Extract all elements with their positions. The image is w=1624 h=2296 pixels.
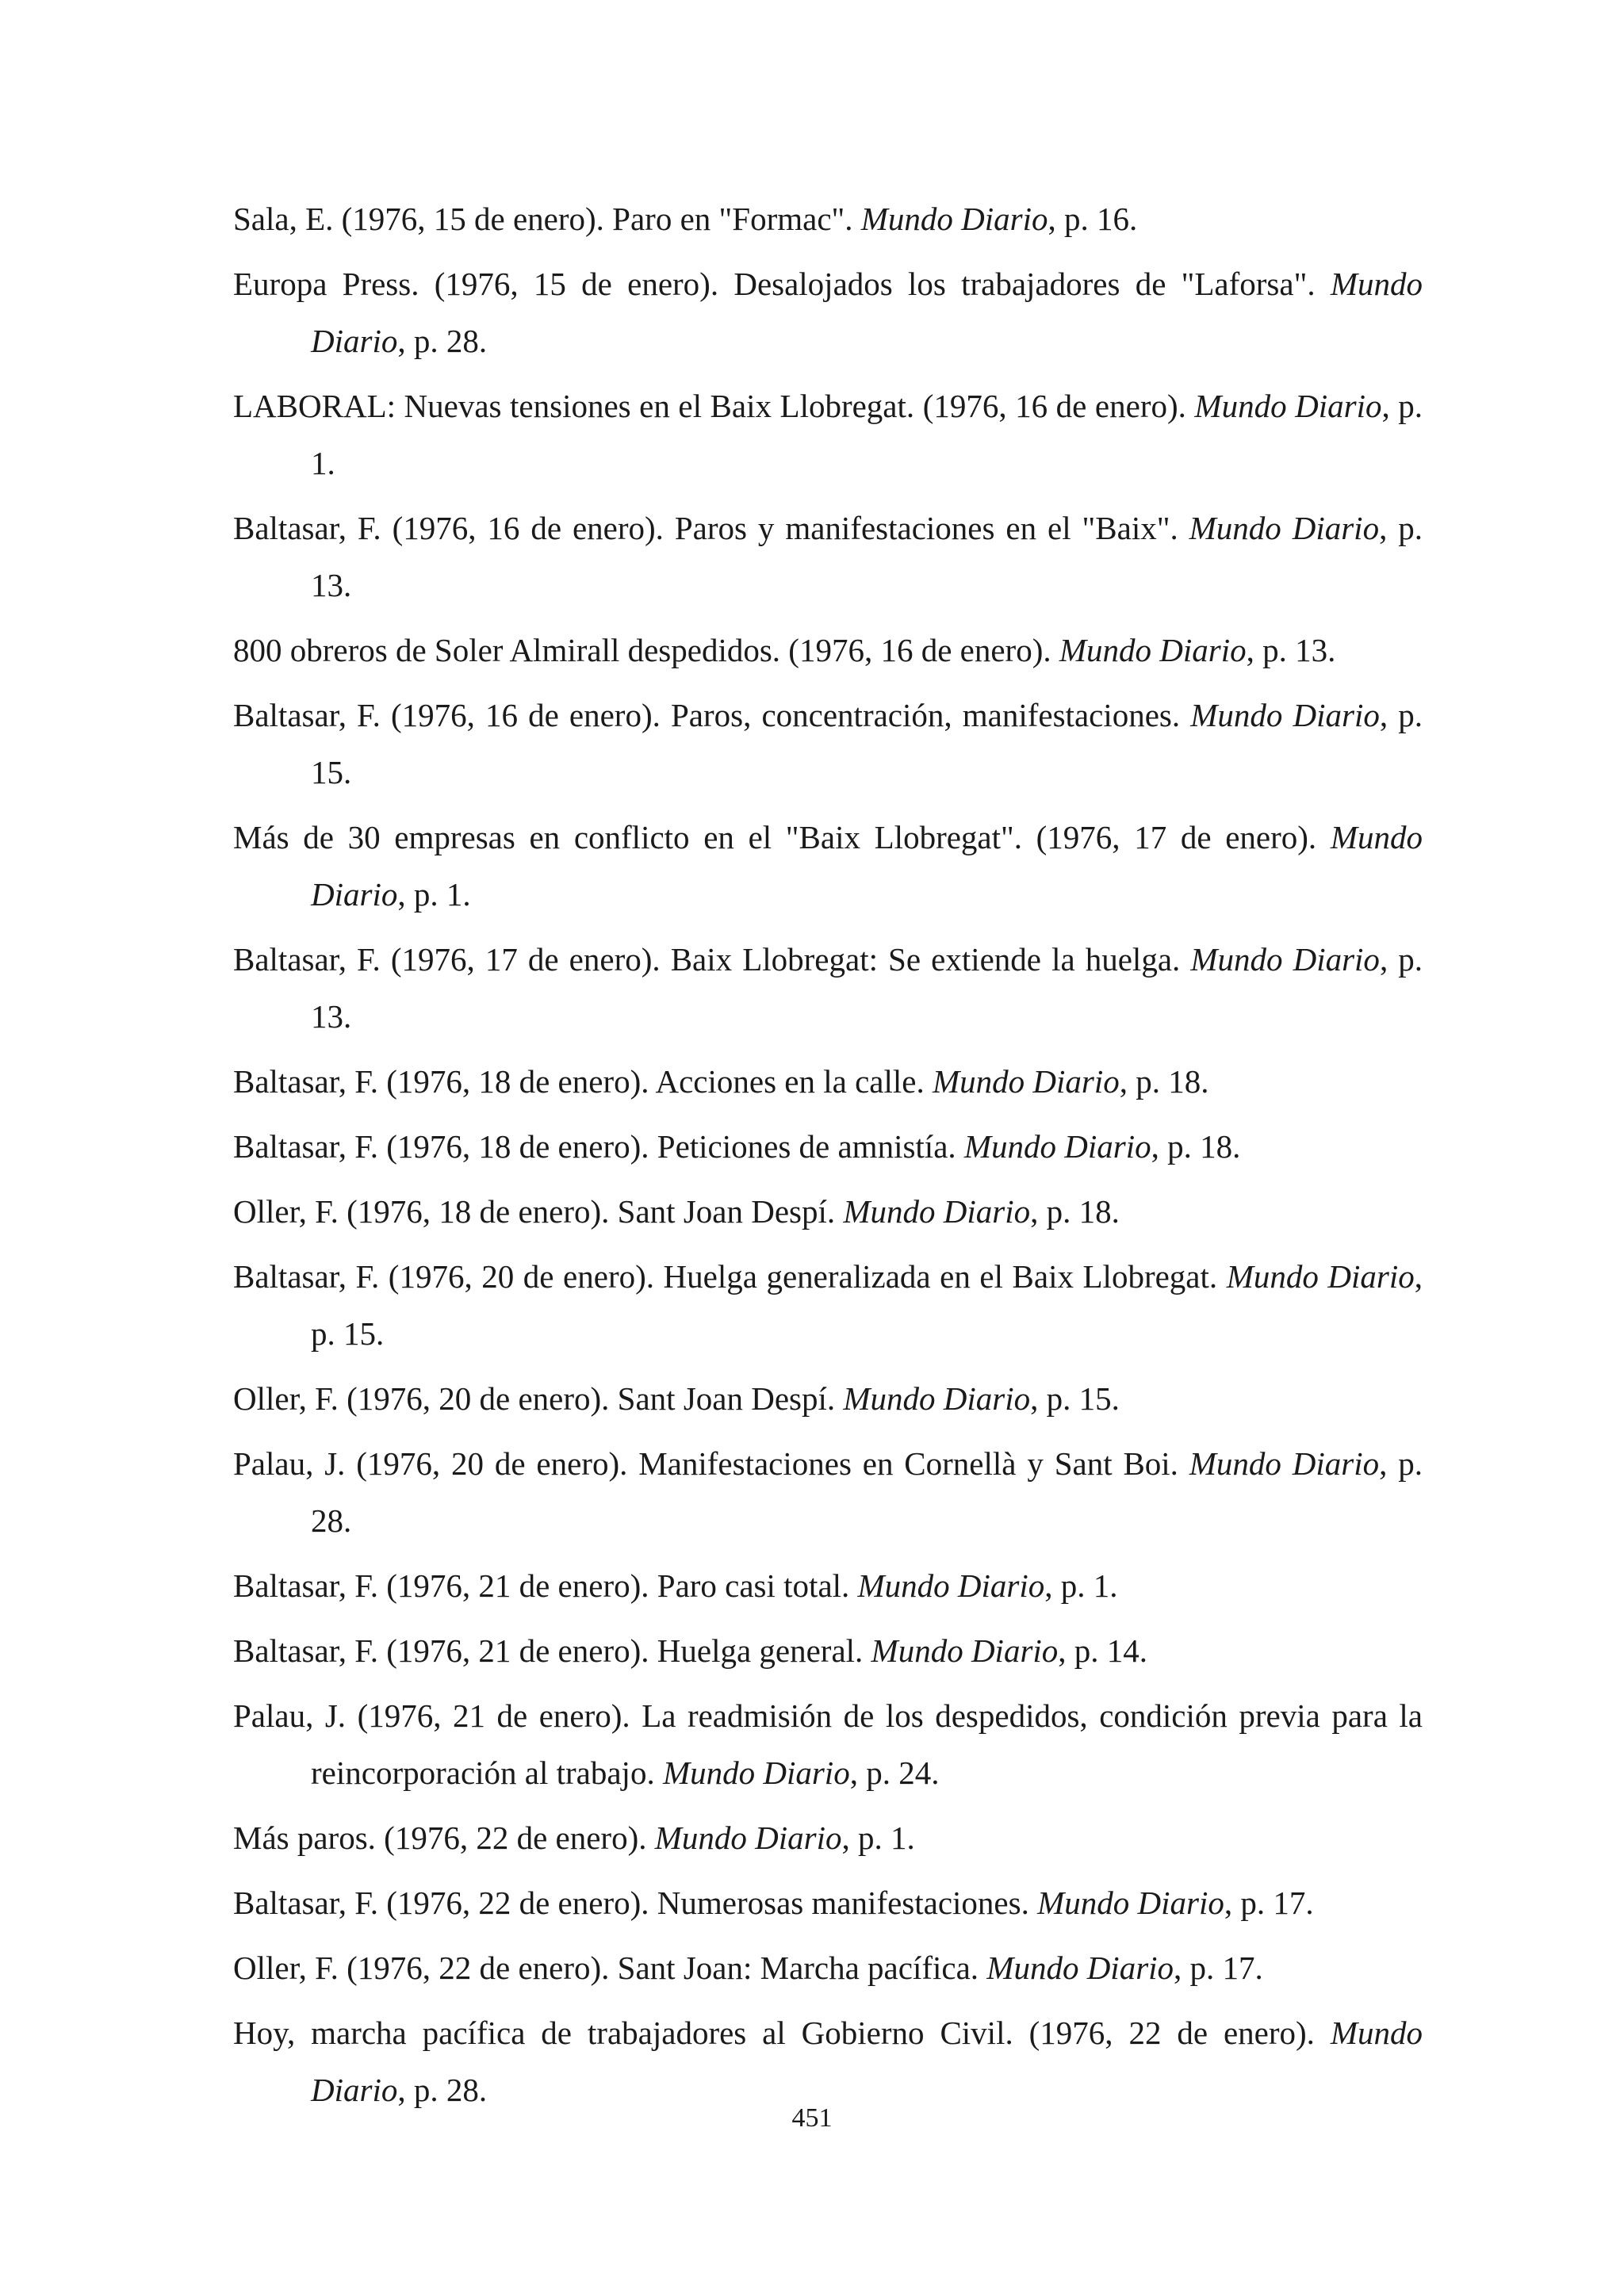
reference-entry [233,1248,1423,1362]
reference-source: Mundo Diario [963,1128,1151,1165]
reference-page: , p. 17. [1174,1950,1263,1986]
reference-entry [233,1874,1423,1931]
reference-text: Baltasar, F. (1976, 18 de enero). Peticiones de amnistía. [233,1128,964,1165]
reference-text: Europa Press. (1976, 15 de enero). Desalojados los trabajadores de "Laforsa". [233,266,1331,302]
reference-entry [233,1622,1423,1679]
reference-page: , p. 16. [1048,201,1138,237]
reference-source: Mundo Diario [1059,632,1247,668]
reference-text: Baltasar, F. (1976, 17 de enero). Baix Llobregat: Se extiende la huelga. [233,941,1191,978]
reference-source: Mundo Diario [1189,1445,1380,1482]
reference-entry [233,2004,1423,2118]
reference-page: , p. 18. [1030,1193,1120,1230]
reference-source: Mundo Diario [843,1380,1031,1417]
reference-page: , p. 13. [1246,632,1336,668]
reference-entry [233,809,1423,923]
reference-page: , p. 14. [1058,1632,1148,1669]
reference-source: Mundo Diario [311,266,1423,359]
reference-page: , p. 1. [397,876,471,913]
reference-text: Baltasar, F. (1976, 21 de enero). Paro casi total. [233,1567,858,1604]
reference-text: Baltasar, F. (1976, 16 de enero). Paros y manifestaciones en el "Baix". [233,510,1189,546]
reference-text: Baltasar, F. (1976, 21 de enero). Huelga general. [233,1632,871,1669]
reference-entry [233,1809,1423,1866]
reference-entry [233,255,1423,369]
reference-entry [233,190,1423,247]
reference-page: , p. 28. [397,323,488,359]
reference-text: Hoy, marcha pacífica de trabajadores al Gobierno Civil. (1976, 22 de enero). [233,2015,1331,2051]
reference-entry [233,1183,1423,1240]
reference-entry [233,1687,1423,1801]
reference-list [233,190,1423,2126]
reference-page: , p. 13. [311,510,1423,603]
reference-entry [233,1557,1423,1614]
reference-page: , p. 15. [311,697,1423,790]
reference-entry [233,1053,1423,1110]
reference-source: Mundo Diario [871,1632,1059,1669]
reference-source: Mundo Diario [860,201,1048,237]
reference-text: Más paros. (1976, 22 de enero). [233,1820,655,1856]
reference-page: , p. 1. [1044,1567,1118,1604]
reference-entry [233,499,1423,614]
reference-entry [233,622,1423,679]
reference-source: Mundo Diario [662,1755,850,1791]
reference-entry [233,1435,1423,1549]
reference-page: , p. 18. [1119,1063,1209,1100]
reference-page: , p. 1. [841,1820,915,1856]
reference-source: Mundo Diario [857,1567,1045,1604]
reference-page: , p. 15. [311,1258,1423,1352]
reference-source: Mundo Diario [1037,1885,1224,1921]
reference-text: Oller, F. (1976, 22 de enero). Sant Joan: Marcha pacífica. [233,1950,987,1986]
reference-text: Más de 30 empresas en conflicto en el "Baix Llobregat". (1976, 17 de enero). [233,819,1331,855]
reference-text: Palau, J. (1976, 21 de enero). La readmisión de los despedidos, condición previa para la reincorporación al trabajo. [233,1697,1423,1791]
reference-source: Mundo Diario [1190,941,1380,978]
reference-page: , p. 24. [849,1755,940,1791]
reference-page: , p. 1. [311,388,1423,481]
reference-text: Sala, E. (1976, 15 de enero). Paro en "Formac". [233,201,861,237]
reference-text: Oller, F. (1976, 20 de enero). Sant Joan Despí. [233,1380,844,1417]
reference-page: , p. 17. [1224,1885,1314,1921]
reference-page: , p. 28. [311,1445,1423,1539]
reference-entry [233,1118,1423,1175]
reference-entry [233,1939,1423,1996]
reference-source: Mundo Diario [1194,388,1382,424]
reference-text: 800 obreros de Soler Almirall despedidos. (1976, 16 de enero). [233,632,1059,668]
reference-page: , p. 15. [1030,1380,1120,1417]
reference-source: Mundo Diario [1189,510,1380,546]
reference-source: Mundo Diario [1190,697,1380,733]
reference-source: Mundo Diario [843,1193,1031,1230]
reference-text: LABORAL: Nuevas tensiones en el Baix Llobregat. (1976, 16 de enero). [233,388,1195,424]
reference-source: Mundo Diario [986,1950,1174,1986]
reference-text: Oller, F. (1976, 18 de enero). Sant Joan Despí. [233,1193,844,1230]
reference-entry [233,1370,1423,1427]
page-number: 451 [791,2103,833,2133]
reference-source: Mundo Diario [311,2015,1423,2108]
reference-text: Baltasar, F. (1976, 20 de enero). Huelga generalizada en el Baix Llobregat. [233,1258,1227,1295]
reference-source: Mundo Diario [1226,1258,1415,1295]
reference-source: Mundo Diario [932,1063,1120,1100]
reference-text: Baltasar, F. (1976, 22 de enero). Numerosas manifestaciones. [233,1885,1038,1921]
reference-text: Palau, J. (1976, 20 de enero). Manifestaciones en Cornellà y Sant Boi. [233,1445,1189,1482]
reference-source: Mundo Diario [654,1820,842,1856]
reference-text: Baltasar, F. (1976, 16 de enero). Paros, concentración, manifestaciones. [233,697,1191,733]
reference-source: Mundo Diario [311,819,1423,913]
reference-entry [233,377,1423,492]
reference-page: , p. 13. [311,941,1423,1035]
reference-page: , p. 18. [1151,1128,1241,1165]
reference-entry [233,931,1423,1045]
reference-page: , p. 28. [397,2072,488,2108]
reference-entry [233,687,1423,801]
reference-text: Baltasar, F. (1976, 18 de enero). Acciones en la calle. [233,1063,933,1100]
